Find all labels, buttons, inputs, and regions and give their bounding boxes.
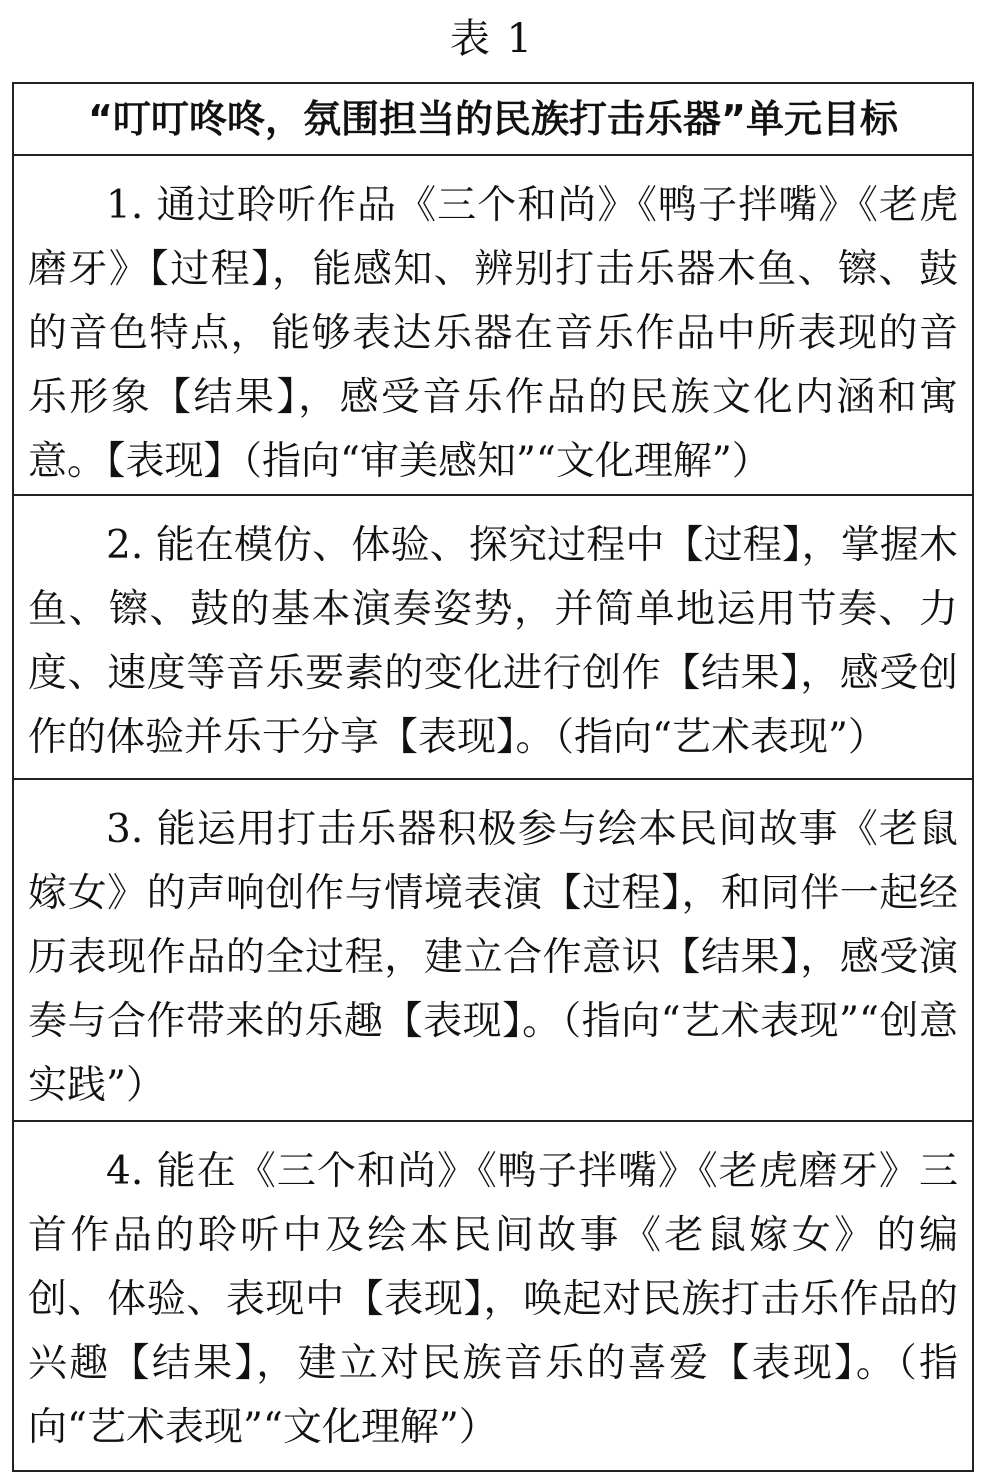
goal-2-text: 2. 能在模仿、体验、探究过程中【过程】，掌握木鱼、镲、鼓的基本演奏姿势，并简单地运用节奏、力度、速度等音乐要素的变化进行创作【结果】，感受创作的体验并乐于分享【表现】。（指向“艺术表现”） <box>28 523 958 760</box>
goal-4-text: 4. 能在《三个和尚》《鸭子拌嘴》《老虎磨牙》三首作品的聆听中及绘本民间故事《老鼠嫁女》的编创、体验、表现中【表现】，唤起对民族打击乐作品的兴趣【结果】，建立对民族音乐的喜爱【表现】。（指向“艺术表现”“文化理解”） <box>28 1149 958 1450</box>
table-row <box>14 1120 972 1470</box>
unit-goals-table <box>12 82 974 1472</box>
table-row <box>14 494 972 778</box>
table-header-title: “叮叮咚咚，氛围担当的民族打击乐器”单元目标 <box>88 97 898 141</box>
goal-3-text: 3. 能运用打击乐器积极参与绘本民间故事《老鼠嫁女》的声响创作与情境表演【过程】，和同伴一起经历表现作品的全过程，建立合作意识【结果】，感受演奏与合作带来的乐趣【表现】。（指向“艺术表现”“创意实践”） <box>28 807 958 1108</box>
table-row <box>14 778 972 1120</box>
goal-1-text: 1. 通过聆听作品《三个和尚》《鸭子拌嘴》《老虎磨牙》【过程】，能感知、辨别打击乐器木鱼、镲、鼓的音色特点，能够表达乐器在音乐作品中所表现的音乐形象【结果】，感受音乐作品的民族文化内涵和寓意。【表现】（指向“审美感知”“文化理解”） <box>28 183 958 484</box>
table-row <box>14 154 972 494</box>
table-header-row <box>14 84 972 154</box>
table-caption: 表 1 <box>449 16 535 62</box>
